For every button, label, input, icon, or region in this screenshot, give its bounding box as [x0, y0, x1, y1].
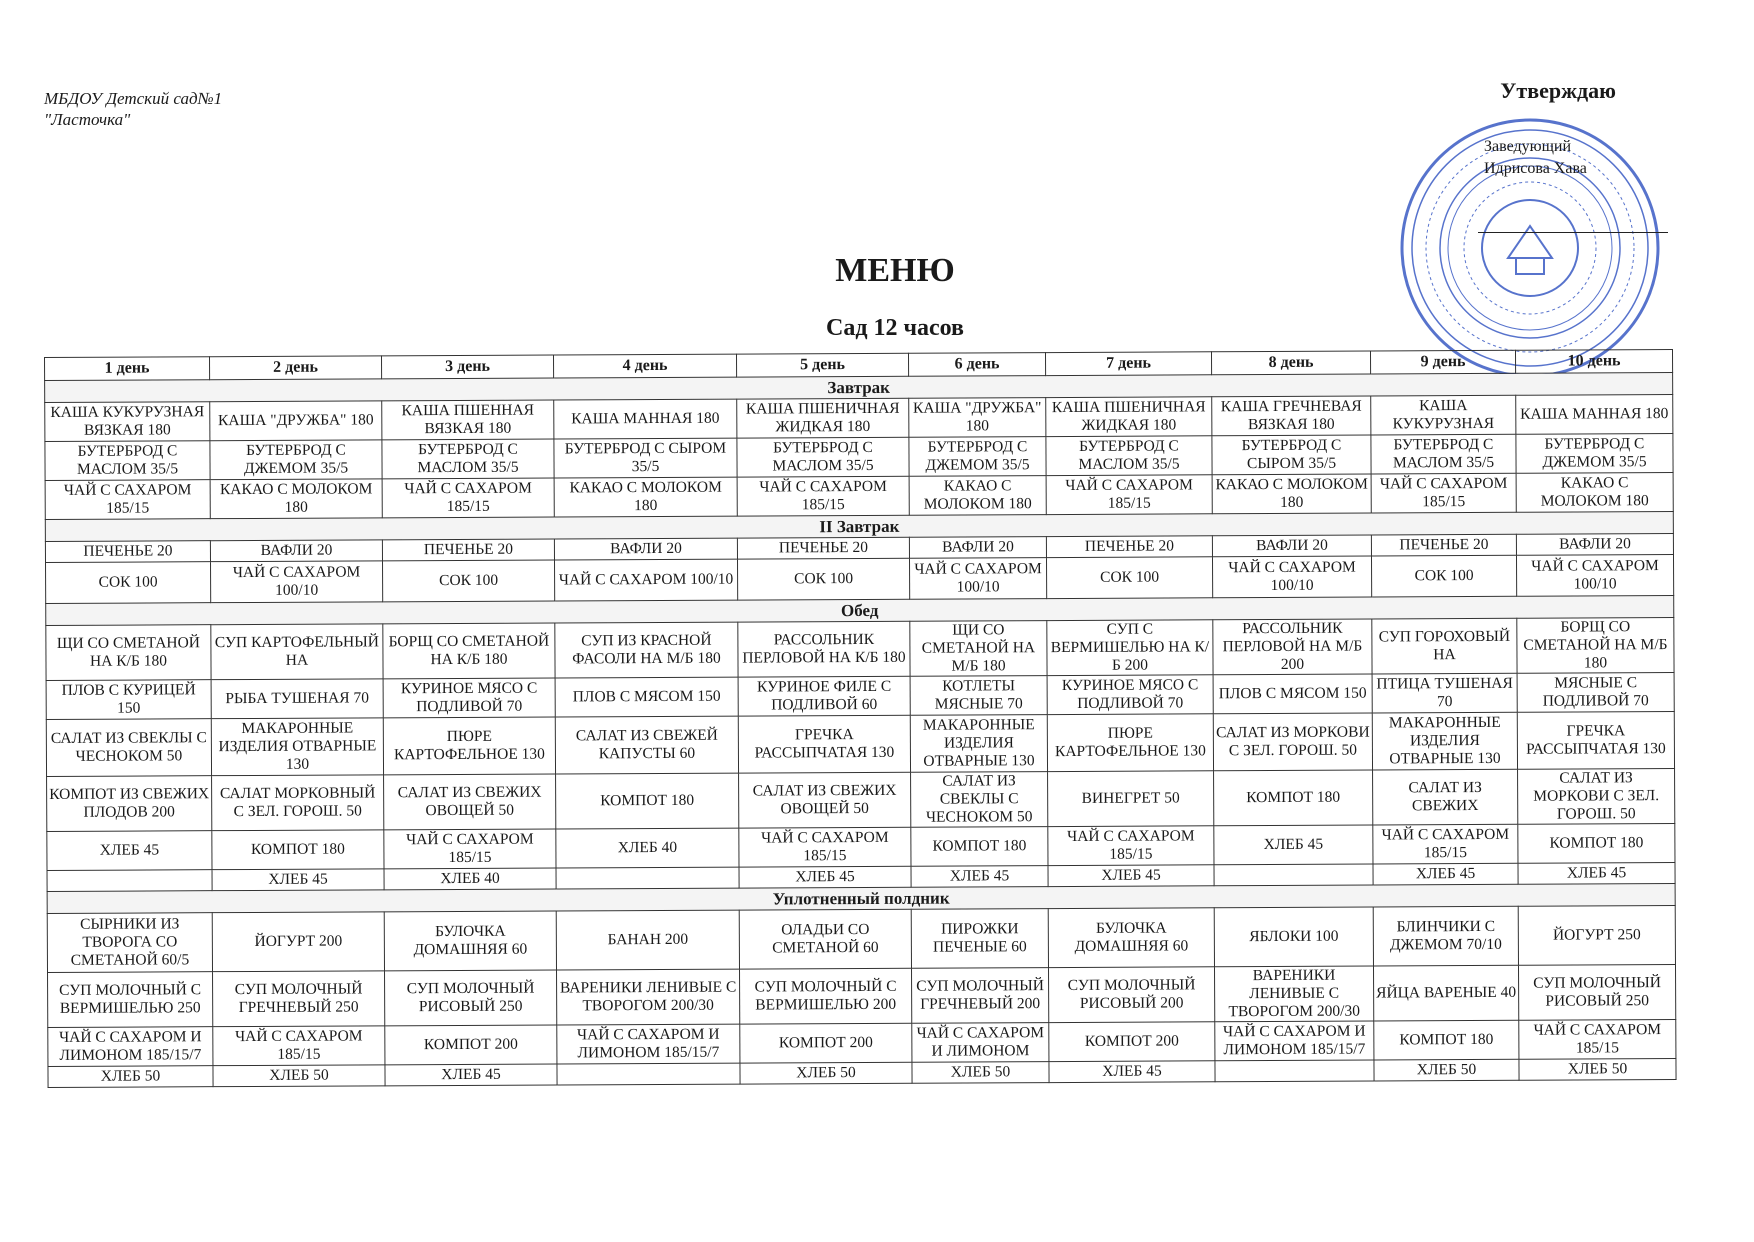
day-header: 4 день: [553, 354, 736, 378]
menu-cell: ПЛОВ С КУРИЦЕЙ 150: [46, 680, 211, 720]
menu-cell: ХЛЕБ 45: [385, 1064, 557, 1086]
menu-cell: ХЛЕБ 50: [213, 1065, 385, 1087]
menu-cell: ПЛОВ С МЯСОМ 150: [1213, 674, 1372, 714]
menu-cell: САЛАТ ИЗ СВЕЖИХ: [1373, 769, 1518, 825]
menu-cell: ПЕЧЕНЬЕ 20: [1371, 534, 1516, 556]
menu-cell: КОМПОТ 200: [1049, 1022, 1215, 1062]
menu-cell: САЛАТ МОРКОВНЫЙ С ЗЕЛ. ГОРОШ. 50: [212, 775, 384, 831]
menu-cell: МЯСНЫЕ С ПОДЛИВОЙ 70: [1517, 673, 1674, 713]
menu-cell: ВАРЕНИКИ ЛЕНИВЫЕ С ТВОРОГОМ 200/30: [557, 969, 740, 1025]
menu-cell: БУТЕРБРОД С СЫРОМ 35/5: [1212, 435, 1371, 475]
menu-cell: ХЛЕБ 40: [384, 868, 556, 890]
menu-cell: ЧАЙ С САХАРОМ 185/15: [1048, 826, 1214, 866]
menu-cell: ОЛАДЬИ СО СМЕТАНОЙ 60: [739, 909, 911, 969]
menu-cell: КАКАО С МОЛОКОМ 180: [1212, 474, 1371, 514]
menu-cell: ПЮРЕ КАРТОФЕЛЬНОЕ 130: [383, 717, 555, 775]
menu-cell: ЩИ СО СМЕТАНОЙ НА М/Б 180: [910, 621, 1047, 677]
menu-cell: СУП МОЛОЧНЫЙ РИСОВЫЙ 250: [1518, 965, 1675, 1021]
menu-cell: КАКАО С МОЛОКОМ 180: [909, 476, 1046, 516]
menu-cell: СОК 100: [383, 560, 555, 602]
menu-cell: СУП МОЛОЧНЫЙ ГРЕЧНЕВЫЙ 250: [213, 971, 385, 1027]
menu-cell: САЛАТ ИЗ СВЕКЛЫ С ЧЕСНОКОМ 50: [911, 772, 1048, 828]
menu-cell: КАША ПШЕННАЯ ВЯЗКАЯ 180: [382, 400, 554, 440]
menu-cell: КАША ГРЕЧНЕВАЯ ВЯЗКАЯ 180: [1212, 396, 1371, 436]
menu-cell: ВАРЕНИКИ ЛЕНИВЫЕ С ТВОРОГОМ 200/30: [1214, 966, 1373, 1022]
menu-cell: ЧАЙ С САХАРОМ 185/15: [1371, 473, 1516, 513]
menu-cell: КОМПОТ 180: [1214, 770, 1373, 826]
menu-cell: ХЛЕБ 45: [47, 831, 212, 871]
menu-row: [46, 618, 1674, 681]
menu-cell: КОМПОТ 180: [556, 773, 739, 829]
menu-cell: ПЕЧЕНЬЕ 20: [737, 537, 909, 559]
menu-cell: КАША ПШЕНИЧНАЯ ЖИДКАЯ 180: [737, 398, 909, 438]
menu-row: [48, 965, 1676, 1028]
menu-cell: КОМПОТ 180: [1374, 1020, 1519, 1060]
menu-cell: [1215, 1060, 1374, 1082]
menu-cell: КАКАО С МОЛОКОМ 180: [554, 477, 737, 517]
menu-cell: КАША "ДРУЖБА" 180: [210, 401, 382, 441]
menu-table: [44, 349, 1677, 1088]
menu-cell: БУТЕРБРОД С СЫРОМ 35/5: [554, 438, 737, 478]
menu-cell: БУТЕРБРОД С ДЖЕМОМ 35/5: [909, 437, 1046, 477]
menu-cell: КАША КУКУРУЗНАЯ ВЯЗКАЯ 180: [45, 402, 210, 442]
menu-cell: ХЛЕБ 40: [556, 828, 739, 868]
menu-cell: ХЛЕБ 45: [911, 866, 1048, 888]
menu-cell: ХЛЕБ 50: [740, 1062, 912, 1084]
menu-row: [46, 712, 1674, 777]
menu-cell: КУРИНОЕ ФИЛЕ С ПОДЛИВОЙ 60: [738, 676, 910, 716]
organization-name: [44, 88, 222, 130]
page-subtitle: Сад 12 часов: [825, 315, 965, 341]
org-line-1: МБДОУ Детский сад№1: [44, 89, 223, 108]
menu-cell: САЛАТ ИЗ СВЕКЛЫ С ЧЕСНОКОМ 50: [46, 719, 211, 777]
menu-cell: КОМПОТ ИЗ СВЕЖИХ ПЛОДОВ 200: [47, 776, 212, 832]
page-title: МЕНЮ: [835, 252, 955, 289]
menu-cell: СУП МОЛОЧНЫЙ С ВЕРМИШЕЛЬЮ 250: [48, 972, 213, 1028]
menu-cell: ХЛЕБ 45: [1214, 825, 1373, 865]
menu-cell: СОК 100: [737, 558, 909, 600]
menu-cell: ВАФЛИ 20: [1516, 534, 1673, 556]
day-header: 3 день: [381, 355, 553, 379]
menu-cell: РАССОЛЬНИК ПЕРЛОВОЙ НА К/Б 180: [738, 621, 910, 677]
section-title: II Завтрак: [45, 512, 1673, 542]
menu-cell: ХЛЕБ 45: [1049, 1061, 1215, 1083]
menu-cell: ЧАЙ С САХАРОМ 185/15: [739, 827, 911, 867]
menu-cell: ЧАЙ С САХАРОМ 100/10: [554, 559, 737, 601]
menu-cell: БУТЕРБРОД С ДЖЕМОМ 35/5: [1516, 434, 1673, 474]
menu-cell: ХЛЕБ 45: [739, 866, 911, 888]
menu-cell: КАША "ДРУЖБА" 180: [909, 398, 1046, 438]
menu-cell: ХЛЕБ 50: [912, 1062, 1049, 1084]
menu-cell: ВАФЛИ 20: [1212, 535, 1371, 557]
menu-cell: САЛАТ ИЗ СВЕЖИХ ОВОЩЕЙ 50: [739, 772, 911, 828]
day-header: 8 день: [1211, 351, 1370, 375]
menu-cell: СУП ГОРОХОВЫЙ НА: [1372, 618, 1517, 674]
menu-cell: БУЛОЧКА ДОМАШНЯЯ 60: [1048, 908, 1214, 968]
menu-cell: САЛАТ ИЗ СВЕЖИХ ОВОЩЕЙ 50: [384, 774, 556, 830]
menu-cell: ЧАЙ С САХАРОМ 185/15: [384, 829, 556, 869]
menu-cell: [557, 1063, 740, 1085]
menu-cell: СУП ИЗ КРАСНОЙ ФАСОЛИ НА М/Б 180: [555, 622, 738, 678]
menu-cell: ЧАЙ С САХАРОМ 185/15: [45, 480, 210, 520]
signatory-position: Заведующий: [1484, 138, 1572, 155]
menu-cell: ГРЕЧКА РАССЫПЧАТАЯ 130: [1517, 712, 1674, 770]
menu-cell: СЫРНИКИ ИЗ ТВОРОГА СО СМЕТАНОЙ 60/5: [47, 913, 212, 973]
menu-cell: [556, 867, 739, 889]
menu-cell: ХЛЕБ 50: [1519, 1059, 1676, 1081]
day-header: 2 день: [210, 356, 382, 380]
menu-cell: СОК 100: [1371, 555, 1516, 597]
menu-cell: ЧАЙ С САХАРОМ 185/15: [1046, 475, 1212, 515]
menu-cell: БУТЕРБРОД С МАСЛОМ 35/5: [737, 437, 909, 477]
menu-cell: МАКАРОННЫЕ ИЗДЕЛИЯ ОТВАРНЫЕ 130: [910, 715, 1047, 773]
menu-cell: ПИРОЖКИ ПЕЧЕНЫЕ 60: [911, 909, 1048, 969]
menu-cell: ЧАЙ С САХАРОМ 100/10: [1516, 555, 1673, 597]
menu-cell: КОМПОТ 200: [385, 1025, 557, 1065]
menu-cell: ПЛОВ С МЯСОМ 150: [555, 677, 738, 717]
menu-cell: ЧАЙ С САХАРОМ 185/15: [382, 478, 554, 518]
org-line-2: "Ласточка": [44, 110, 131, 129]
menu-cell: ПЕЧЕНЬЕ 20: [1046, 536, 1212, 558]
menu-cell: СОК 100: [46, 562, 211, 604]
section-title: Уплотненный полдник: [47, 884, 1675, 914]
menu-cell: ПЕЧЕНЬЕ 20: [382, 539, 554, 561]
menu-cell: [47, 870, 212, 892]
menu-cell: КОТЛЕТЫ МЯСНЫЕ 70: [910, 676, 1047, 716]
menu-cell: ЧАЙ С САХАРОМ И ЛИМОНОМ 185/15/7: [1215, 1021, 1374, 1061]
menu-cell: МАКАРОННЫЕ ИЗДЕЛИЯ ОТВАРНЫЕ 130: [1372, 712, 1517, 770]
menu-cell: БУТЕРБРОД С МАСЛОМ 35/5: [382, 439, 554, 479]
menu-cell: ХЛЕБ 50: [48, 1066, 213, 1088]
menu-cell: МАКАРОННЫЕ ИЗДЕЛИЯ ОТВАРНЫЕ 130: [211, 718, 383, 776]
menu-cell: БУТЕРБРОД С МАСЛОМ 35/5: [1371, 434, 1516, 474]
menu-cell: ЙОГУРТ 200: [212, 912, 384, 972]
menu-cell: ЩИ СО СМЕТАНОЙ НА К/Б 180: [46, 625, 211, 681]
menu-cell: КОМПОТ 180: [1518, 824, 1675, 864]
menu-cell: СОК 100: [1046, 557, 1212, 599]
menu-cell: СУП МОЛОЧНЫЙ ГРЕЧНЕВЫЙ 200: [911, 968, 1048, 1024]
day-header: 10 день: [1515, 350, 1672, 374]
menu-cell: ЯБЛОКИ 100: [1214, 907, 1373, 967]
menu-cell: КАША ПШЕНИЧНАЯ ЖИДКАЯ 180: [1046, 397, 1212, 437]
menu-cell: ЧАЙ С САХАРОМ 100/10: [211, 561, 383, 603]
menu-cell: САЛАТ ИЗ МОРКОВИ С ЗЕЛ. ГОРОШ. 50: [1518, 769, 1675, 825]
menu-cell: ЯЙЦА ВАРЕНЫЕ 40: [1373, 965, 1518, 1021]
approval-label: Утверждаю: [1500, 78, 1616, 103]
menu-cell: БУЛОЧКА ДОМАШНЯЯ 60: [384, 911, 556, 971]
menu-row: [47, 906, 1675, 973]
menu-cell: ХЛЕБ 45: [1373, 863, 1518, 885]
menu-cell: [1214, 864, 1373, 886]
menu-cell: БУТЕРБРОД С МАСЛОМ 35/5: [45, 441, 210, 481]
menu-cell: РАССОЛЬНИК ПЕРЛОВОЙ НА М/Б 200: [1213, 619, 1372, 675]
menu-cell: ВАФЛИ 20: [210, 540, 382, 562]
day-header: 5 день: [736, 353, 908, 377]
menu-cell: СУП МОЛОЧНЫЙ С ВЕРМИШЕЛЬЮ 200: [739, 968, 911, 1024]
menu-cell: КАКАО С МОЛОКОМ 180: [1516, 473, 1673, 513]
menu-cell: ЧАЙ С САХАРОМ 185/15: [1373, 824, 1518, 864]
menu-cell: КОМПОТ 180: [212, 830, 384, 870]
menu-cell: БОРЩ СО СМЕТАНОЙ НА К/Б 180: [383, 623, 555, 679]
menu-cell: БАНАН 200: [556, 910, 739, 970]
menu-cell: КОМПОТ 180: [911, 827, 1048, 867]
menu-cell: КАША МАННАЯ 180: [1516, 395, 1673, 435]
menu-cell: САЛАТ ИЗ СВЕЖЕЙ КАПУСТЫ 60: [555, 716, 738, 774]
menu-cell: ЙОГУРТ 250: [1518, 906, 1675, 966]
menu-cell: ЧАЙ С САХАРОМ 185/15: [737, 476, 909, 516]
menu-cell: БЛИНЧИКИ С ДЖЕМОМ 70/10: [1373, 906, 1518, 966]
menu-cell: СУП КАРТОФЕЛЬНЫЙ НА: [211, 624, 383, 680]
menu-cell: КУРИНОЕ МЯСО С ПОДЛИВОЙ 70: [383, 678, 555, 718]
section-title: Завтрак: [45, 373, 1673, 403]
menu-cell: ГРЕЧКА РАССЫПЧАТАЯ 130: [738, 715, 910, 773]
menu-cell: ЧАЙ С САХАРОМ И ЛИМОНОМ 185/15/7: [48, 1027, 213, 1067]
menu-cell: ВАФЛИ 20: [909, 537, 1046, 559]
menu-cell: КОМПОТ 200: [740, 1023, 912, 1063]
menu-cell: БОРЩ СО СМЕТАНОЙ НА М/Б 180: [1517, 618, 1674, 674]
menu-cell: СУП МОЛОЧНЫЙ РИСОВЫЙ 250: [385, 970, 557, 1026]
signatory: [1484, 136, 1587, 180]
menu-cell: ЧАЙ С САХАРОМ И ЛИМОНОМ 185/15/7: [557, 1024, 740, 1064]
menu-row: [47, 769, 1675, 832]
menu-cell: РЫБА ТУШЕНАЯ 70: [211, 679, 383, 719]
menu-cell: КАША КУКУРУЗНАЯ: [1371, 395, 1516, 435]
menu-cell: ПЕЧЕНЬЕ 20: [45, 541, 210, 563]
menu-cell: ПТИЦА ТУШЕНАЯ 70: [1372, 673, 1517, 713]
menu-cell: ЧАЙ С САХАРОМ И ЛИМОНОМ: [912, 1023, 1049, 1063]
menu-cell: ЧАЙ С САХАРОМ 185/15: [1519, 1020, 1676, 1060]
day-header: 9 день: [1370, 350, 1515, 374]
menu-cell: ПЮРЕ КАРТОФЕЛЬНОЕ 130: [1047, 714, 1213, 772]
section-title: Обед: [46, 596, 1674, 626]
signatory-name: Идрисова Хава: [1484, 160, 1587, 177]
menu-cell: ХЛЕБ 45: [1518, 863, 1675, 885]
day-header: 7 день: [1045, 352, 1211, 376]
menu-cell: СУП С ВЕРМИШЕЛЬЮ НА К/Б 200: [1047, 620, 1213, 676]
signature-line: [1478, 232, 1668, 233]
menu-cell: ХЛЕБ 45: [212, 869, 384, 891]
menu-cell: ХЛЕБ 50: [1374, 1059, 1519, 1081]
menu-cell: ЧАЙ С САХАРОМ 100/10: [909, 558, 1046, 600]
menu-cell: ЧАЙ С САХАРОМ 100/10: [1212, 556, 1371, 598]
menu-cell: ЧАЙ С САХАРОМ 185/15: [213, 1026, 385, 1066]
menu-cell: КУРИНОЕ МЯСО С ПОДЛИВОЙ 70: [1047, 675, 1213, 715]
menu-cell: БУТЕРБРОД С МАСЛОМ 35/5: [1046, 436, 1212, 476]
menu-cell: КАША МАННАЯ 180: [554, 399, 737, 439]
menu-cell: СУП МОЛОЧНЫЙ РИСОВЫЙ 200: [1048, 967, 1214, 1023]
menu-cell: КАКАО С МОЛОКОМ 180: [210, 479, 382, 519]
menu-cell: ВИНЕГРЕТ 50: [1048, 771, 1214, 827]
day-header: 6 день: [908, 353, 1045, 377]
menu-cell: САЛАТ ИЗ МОРКОВИ С ЗЕЛ. ГОРОШ. 50: [1213, 713, 1372, 771]
day-header: 1 день: [45, 357, 210, 381]
menu-cell: ВАФЛИ 20: [554, 538, 737, 560]
menu-cell: ХЛЕБ 45: [1048, 865, 1214, 887]
menu-cell: БУТЕРБРОД С ДЖЕМОМ 35/5: [210, 440, 382, 480]
